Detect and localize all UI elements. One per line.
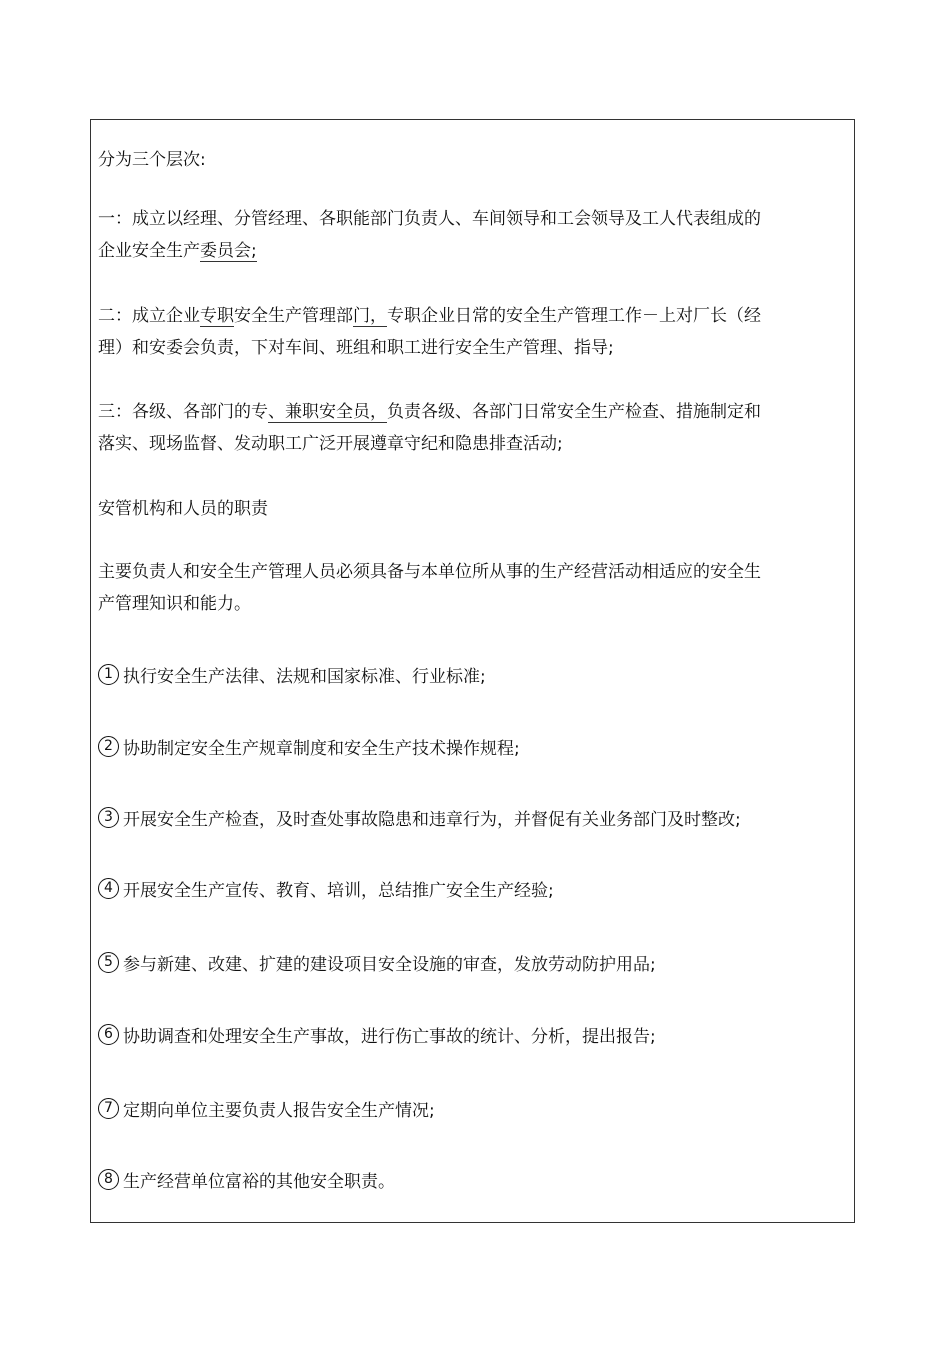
duty-item	[98, 948, 656, 976]
duty-item	[98, 803, 741, 831]
section-title-text: 安管机构和人员的职责	[98, 499, 268, 519]
circled-number-icon: 7	[98, 1098, 119, 1119]
circled-number-icon: 3	[98, 807, 119, 828]
level-2-underlined-1: 专职	[200, 306, 234, 326]
level-2-line-1-b: 安全生产管理部	[234, 306, 353, 326]
circled-number-icon: 6	[98, 1024, 119, 1045]
level-3-line-1-b: 负责各级、各部门日常安全生产检查、措施制定和	[387, 402, 761, 422]
duty-text: 生产经营单位富裕的其他安全职责。	[123, 1171, 395, 1192]
circled-number-icon: 4	[98, 878, 119, 899]
intro-label: 分为三个层次:	[98, 150, 206, 170]
level-3-paragraph	[98, 396, 810, 460]
duty-item	[98, 732, 520, 760]
level-2-line-2: 理）和安委会负责，下对车间、班组和职工进行安全生产管理、指导;	[98, 338, 614, 358]
duty-text: 执行安全生产法律、法规和国家标准、行业标准;	[123, 666, 486, 687]
level-2-line-1-c: 专职企业日常的安全生产管理工作－上对厂长（经	[387, 306, 761, 326]
level-1-underlined: 委员会;	[200, 241, 257, 261]
level-1-paragraph	[98, 203, 810, 267]
circled-number-icon: 8	[98, 1169, 119, 1190]
section-title	[98, 493, 810, 525]
duty-text: 协助制定安全生产规章制度和安全生产技术操作规程;	[123, 738, 520, 759]
level-2-line-1-a: 二：成立企业	[98, 306, 200, 326]
duty-text: 协助调查和处理安全生产事故，进行伤亡事故的统计、分析，提出报告;	[123, 1026, 656, 1047]
duty-item	[98, 660, 486, 688]
duty-text: 开展安全生产宣传、教育、培训，总结推广安全生产经验;	[123, 880, 554, 901]
circled-number-icon: 2	[98, 736, 119, 757]
duty-item	[98, 1020, 656, 1048]
level-1-line-2-a: 企业安全生产	[98, 241, 200, 261]
intro-text	[98, 144, 810, 176]
level-3-line-1	[98, 396, 810, 428]
duty-item	[98, 874, 554, 902]
requirement-line-2: 产管理知识和能力。	[98, 594, 251, 614]
circled-number-icon: 5	[98, 952, 119, 973]
level-1-line-2	[98, 235, 810, 267]
level-2-line-1	[98, 300, 810, 332]
requirement-paragraph	[98, 556, 810, 620]
level-2-paragraph	[98, 300, 810, 364]
duty-text: 定期向单位主要负责人报告安全生产情况;	[123, 1100, 435, 1121]
requirement-line-1: 主要负责人和安全生产管理人员必须具备与本单位所从事的生产经营活动相适应的安全生	[98, 562, 761, 582]
duty-item	[98, 1094, 435, 1122]
level-3-underlined: 、兼职安全员，	[268, 402, 387, 422]
level-3-line-1-a: 三：各级、各部门的专	[98, 402, 268, 422]
level-2-underlined-2: 门，	[353, 306, 387, 326]
duty-text: 开展安全生产检查，及时查处事故隐患和违章行为，并督促有关业务部门及时整改;	[123, 809, 741, 830]
circled-number-icon: 1	[98, 664, 119, 685]
level-3-line-2: 落实、现场监督、发动职工广泛开展遵章守纪和隐患排查活动;	[98, 434, 563, 454]
duty-item	[98, 1165, 395, 1193]
duty-text: 参与新建、改建、扩建的建设项目安全设施的审查，发放劳动防护用品;	[123, 954, 656, 975]
level-1-line-1: 一：成立以经理、分管经理、各职能部门负责人、车间领导和工会领导及工人代表组成的	[98, 209, 761, 229]
